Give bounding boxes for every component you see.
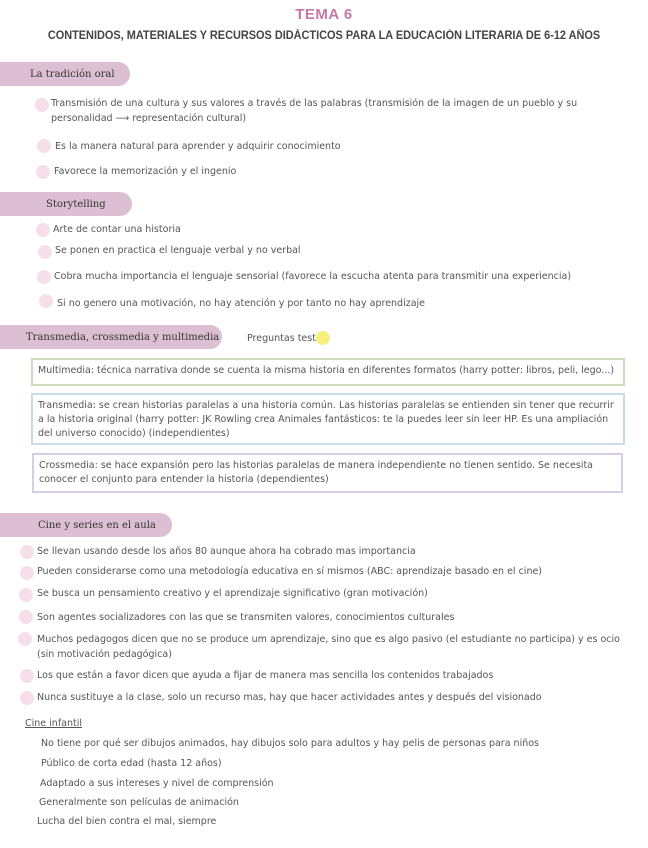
list-item: Se busca un pensamiento creativo y el aprendizaje significativo (gran motivación) [37,588,428,599]
page-subtitle: CONTENIDOS, MATERIALES Y RECURSOS DIDÁCTICOS PARA LA EDUCACIÓN LITERARIA DE 6-12 AÑOS [47,30,601,42]
list-item: Nunca sustituye a la clase, solo un recurso mas, hay que hacer actividades antes y después del visionado [37,692,542,703]
highlight-mark [316,331,330,345]
list-item: No tiene por qué ser dibujos animados, hay dibujos solo para adultos y hay pelis de personas para niños [41,738,539,749]
page-title: TEMA 6 [295,6,353,23]
bullet-dot [20,691,34,705]
definition-text: Transmedia: se crean historias paralelas a una historia común. Las historias paralelas se entienden sin tener que recurrir a la historia original (harry potter: JK Rowling crea Animales fantásticos: te la puedes leer sin leer HP. Es una ampliación del universo conocido) (independientes) [38,400,614,439]
definition-box-transmedia [31,393,625,445]
list-item: Se ponen en practica el lenguaje verbal y no verbal [55,245,301,256]
list-item: Adaptado a sus intereses y nivel de comprensión [40,778,274,789]
section-header-storytelling [0,192,132,216]
list-item: Es la manera natural para aprender y adquirir conocimiento [55,141,341,152]
list-item: Público de corta edad (hasta 12 años) [41,758,222,769]
bullet-dot [19,610,33,624]
bullet-dot [19,588,33,602]
list-item: Cobra mucha importancia el lenguaje sensorial (favorece la escucha atenta para transmitir una experiencia) [54,271,572,282]
subsection-title: Cine infantil [25,718,83,729]
list-item: Pueden considerarse como una metodología educativa en sí mismos (ABC: aprendizaje basado en el cine) [37,566,543,577]
section-header-tradicion [0,62,130,86]
list-item: Arte de contar una historia [53,224,181,235]
definition-text: Multimedia: técnica narrativa donde se cuenta la misma historia en diferentes formatos (harry potter: libros, peli, lego...) [38,365,615,376]
bullet-dot [36,223,50,237]
section-title: Transmedia, crossmedia y multimedia [26,331,220,343]
section-title: Cine y series en el aula [38,519,156,531]
list-item: Los que están a favor dicen que ayuda a fijar de manera mas sencilla los contenidos trabajados [37,670,494,681]
section-title: Storytelling [46,198,106,210]
bullet-dot [20,669,34,683]
bullet-dot [38,245,52,259]
list-item: Muchos pedagogos dicen que no se produce um aprendizaje, sino que es algo pasivo (el estudiante no participa) y es ocio (sin motivación pedagógica) [37,634,620,660]
list-item: Si no genero una motivación, no hay atención y por tanto no hay aprendizaje [57,298,426,309]
bullet-dot [37,139,51,153]
definition-text: Crossmedia: se hace expansión pero las historias paralelas de manera independiente no tienen sentido. Se necesita conocer el conjunto para entender la historia (dependientes) [39,460,593,485]
bullet-dot [20,545,34,559]
bullet-dot [36,165,50,179]
bullet-dot [18,632,32,646]
list-item: Favorece la memorización y el ingenio [54,166,237,177]
side-note: Preguntas test [247,333,316,344]
list-item: Generalmente son películas de animación [39,797,239,808]
bullet-dot [37,270,51,284]
bullet-dot [35,98,49,112]
section-header-transmedia [0,325,222,349]
bullet-dot [39,294,53,308]
section-header-cine [0,513,172,537]
section-title: La tradición oral [30,68,115,80]
list-item: Se llevan usando desde los años 80 aunque ahora ha cobrado mas importancia [37,546,416,557]
list-item: Transmisión de una cultura y sus valores a través de las palabras (transmisión de la imagen de un pueblo y su personalidad ⟶ representación cultural) [51,98,578,124]
list-item: Lucha del bien contra el mal, siempre [37,816,217,827]
bullet-dot [20,566,34,580]
definition-box-multimedia [31,358,625,386]
list-item: Son agentes socializadores con las que se transmiten valores, conocimientos culturales [37,612,455,623]
definition-box-crossmedia [32,453,623,493]
